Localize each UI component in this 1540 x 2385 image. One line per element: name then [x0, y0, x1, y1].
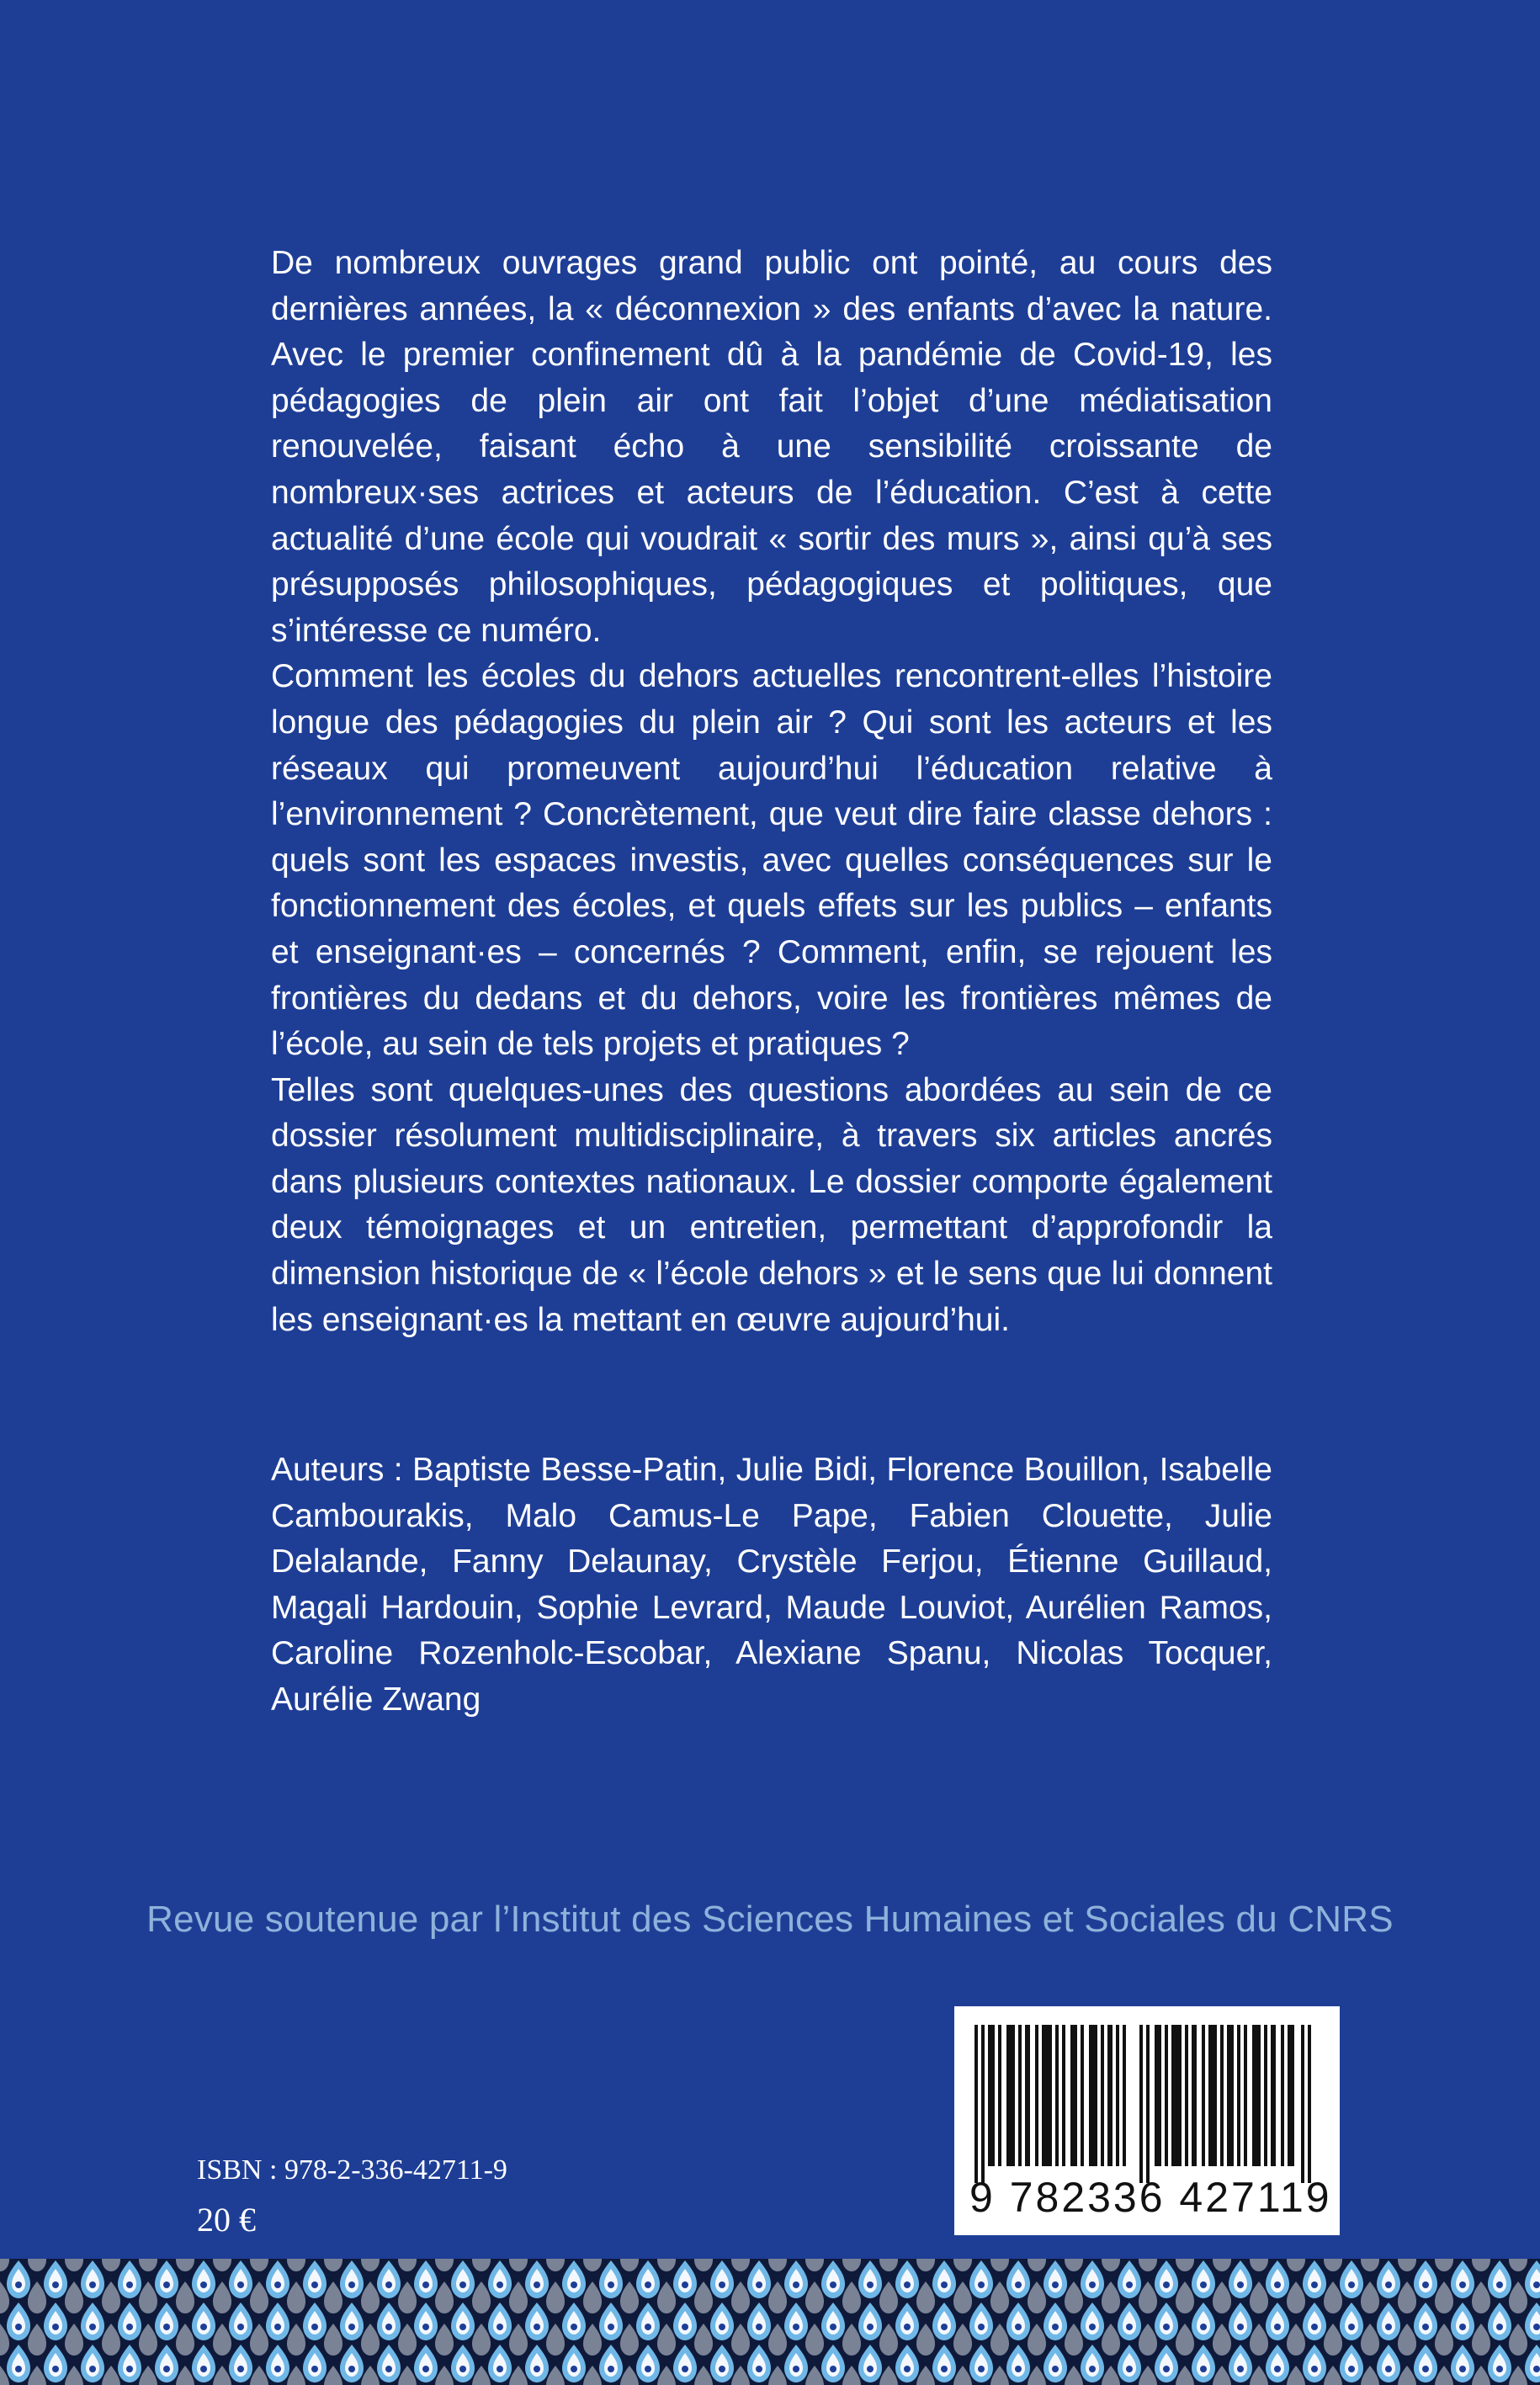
barcode-number: 9 782336 427119	[969, 2174, 1332, 2221]
barcode	[954, 2006, 1340, 2235]
summary-paragraph: Telles sont quelques-unes des questions abordées au sein de ce dossier résolument multidisciplinaire, à travers six articles ancrés dans plusieurs contextes nationaux. Le dossier comporte également deux témoignages et un entretien, permettant d’approfondir la dimension historique de « l’école dehors » et le sens que lui donnent les enseignant·es la mettant en œuvre aujourd’hui.	[271, 1071, 1272, 1338]
summary-paragraph: Comment les écoles du dehors actuelles rencontrent-elles l’histoire longue des pédagogies du plein air ? Qui sont les acteurs et les réseaux qui promeuvent aujourd’hui l’éducation relative à l’environnement ? Concrètement, que veut dire faire classe dehors : quels sont les espaces investis, avec quelles conséquences sur le fonctionnement des écoles, et quels effets sur les publics – enfants et enseignant·es – concernés ? Comment, enfin, se rejouent les frontières du dedans et du dehors, voire les frontières mêmes de l’école, au sein de tels projets et pratiques ?	[271, 658, 1272, 1063]
price: 20 €	[197, 2201, 256, 2239]
summary-text	[271, 241, 1272, 1343]
isbn: ISBN : 978-2-336-42711-9	[197, 2154, 507, 2186]
decorative-pattern-strip	[0, 2259, 1540, 2385]
summary-paragraph: De nombreux ouvrages grand public ont pointé, au cours des dernières années, la « déconnexion » des enfants d’avec la nature. Avec le premier confinement dû à la pandémie de Covid-19, les pédagogies de plein air ont fait l’objet d’une médiatisation renouvelée, faisant écho à une sensibilité croissante de nombreux·ses actrices et acteurs de l’éducation. C’est à cette actualité d’une école qui voudrait « sortir des murs », ainsi qu’à ses présupposés philosophiques, pédagogiques et politiques, que s’intéresse ce numéro.	[271, 245, 1272, 649]
authors-list: Auteurs : Baptiste Besse-Patin, Julie Bidi, Florence Bouillon, Isabelle Cambourakis, Malo Camus-Le Pape, Fabien Clouette, Julie Delalande, Fanny Delaunay, Crystèle Ferjou, Étienne Guillaud, Magali Hardouin, Sophie Levrard, Maude Louviot, Aurélien Ramos, Caroline Rozenholc-Escobar, Alexiane Spanu, Nicolas Tocquer, Aurélie Zwang	[271, 1452, 1272, 1718]
support-statement: Revue soutenue par l’Institut des Sciences Humaines et Sociales du CNRS	[146, 1899, 1394, 1940]
